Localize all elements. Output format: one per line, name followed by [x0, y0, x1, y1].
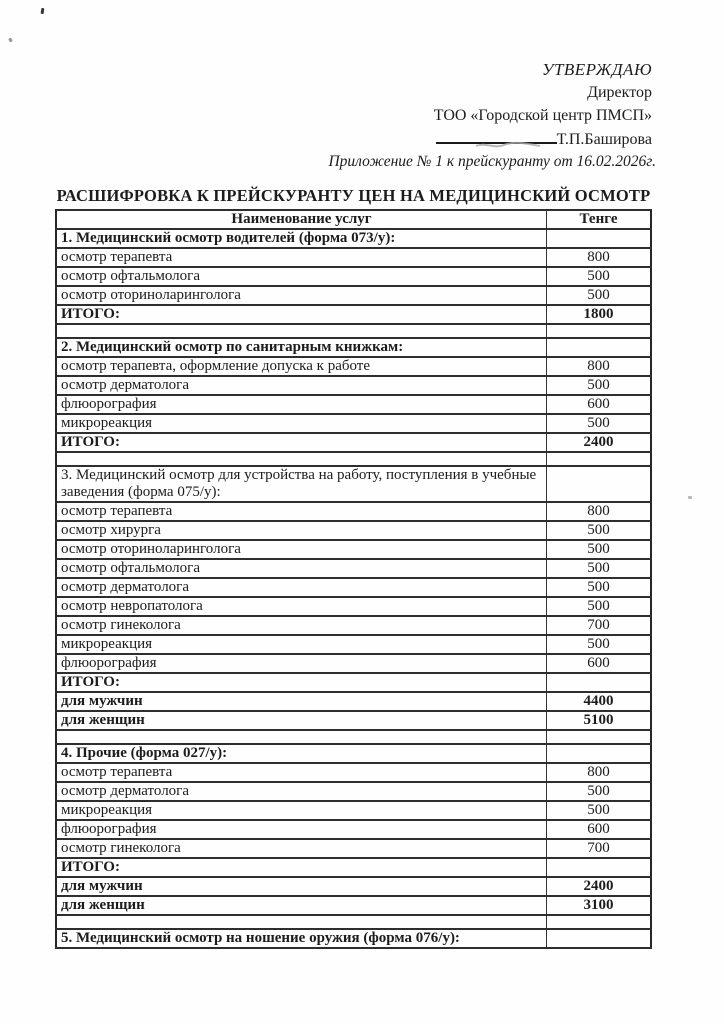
- scan-speck: [41, 8, 45, 14]
- table-row: [56, 540, 651, 559]
- table-row: [56, 357, 651, 376]
- table-row: [56, 654, 651, 673]
- price-cell: 2400: [547, 877, 652, 896]
- service-cell: осмотр гинеколога: [56, 839, 547, 858]
- price-cell: 3100: [547, 896, 652, 915]
- price-cell: 500: [547, 521, 652, 540]
- scan-speck: [688, 496, 692, 499]
- price-table-body: [56, 229, 651, 948]
- table-row: [56, 502, 651, 521]
- table-row: [56, 616, 651, 635]
- table-row: [56, 324, 651, 338]
- service-cell: флюорография: [56, 654, 547, 673]
- service-cell: 1. Медицинский осмотр водителей (форма 073/у):: [56, 229, 547, 248]
- table-row: [56, 673, 651, 692]
- service-cell: для мужчин: [56, 692, 547, 711]
- price-cell: 700: [547, 616, 652, 635]
- price-cell: 500: [547, 635, 652, 654]
- price-cell: 4400: [547, 692, 652, 711]
- price-cell: 500: [547, 559, 652, 578]
- service-cell: для мужчин: [56, 877, 547, 896]
- table-row: [56, 763, 651, 782]
- annex-note: Приложение № 1 к прейскуранту от 16.02.2026г.: [328, 153, 656, 170]
- price-cell: 500: [547, 801, 652, 820]
- price-cell: [547, 338, 652, 357]
- table-row: [56, 376, 651, 395]
- service-cell: [56, 452, 547, 466]
- service-cell: [56, 730, 547, 744]
- price-table: [55, 209, 652, 949]
- approval-block: [434, 58, 652, 151]
- approval-stamp: УТВЕРЖДАЮ: [542, 60, 652, 79]
- scan-speck: [8, 38, 13, 43]
- price-cell: [547, 744, 652, 763]
- price-cell: [547, 929, 652, 948]
- price-cell: 800: [547, 763, 652, 782]
- column-header-service: Наименование услуг: [56, 210, 547, 229]
- table-row: [56, 433, 651, 452]
- table-row: [56, 305, 651, 324]
- service-cell: осмотр терапевта, оформление допуска к работе: [56, 357, 547, 376]
- service-cell: осмотр терапевта: [56, 502, 547, 521]
- signer-name: Т.П.Баширова: [556, 131, 652, 148]
- price-cell: 500: [547, 540, 652, 559]
- service-cell: флюорография: [56, 820, 547, 839]
- table-row: [56, 395, 651, 414]
- table-row: [56, 414, 651, 433]
- service-cell: микрореакция: [56, 414, 547, 433]
- price-cell: [547, 466, 652, 502]
- price-cell: 800: [547, 357, 652, 376]
- price-cell: 500: [547, 782, 652, 801]
- table-row: [56, 730, 651, 744]
- price-cell: 5100: [547, 711, 652, 730]
- price-cell: 500: [547, 376, 652, 395]
- table-row: [56, 286, 651, 305]
- service-cell: осмотр офтальмолога: [56, 267, 547, 286]
- table-row: [56, 915, 651, 929]
- service-cell: микрореакция: [56, 635, 547, 654]
- service-cell: осмотр дерматолога: [56, 376, 547, 395]
- table-row: [56, 267, 651, 286]
- table-row: [56, 782, 651, 801]
- service-cell: микрореакция: [56, 801, 547, 820]
- table-row: [56, 929, 651, 948]
- table-row: [56, 248, 651, 267]
- service-cell: 2. Медицинский осмотр по санитарным книжкам:: [56, 338, 547, 357]
- price-cell: 500: [547, 414, 652, 433]
- table-row: [56, 839, 651, 858]
- table-row: [56, 559, 651, 578]
- service-cell: ИТОГО:: [56, 305, 547, 324]
- price-cell: 500: [547, 578, 652, 597]
- price-cell: [547, 730, 652, 744]
- price-cell: 2400: [547, 433, 652, 452]
- service-cell: осмотр терапевта: [56, 248, 547, 267]
- price-cell: 600: [547, 820, 652, 839]
- table-header-row: [56, 210, 651, 229]
- table-row: [56, 521, 651, 540]
- price-cell: [547, 673, 652, 692]
- table-row: [56, 466, 651, 502]
- table-row: [56, 820, 651, 839]
- price-cell: 500: [547, 597, 652, 616]
- price-cell: 800: [547, 248, 652, 267]
- signature-line: [436, 127, 557, 144]
- table-row: [56, 452, 651, 466]
- service-cell: осмотр оториноларинголога: [56, 540, 547, 559]
- service-cell: осмотр оториноларинголога: [56, 286, 547, 305]
- table-row: [56, 877, 651, 896]
- price-cell: [547, 452, 652, 466]
- service-cell: 5. Медицинский осмотр на ношение оружия (форма 076/у):: [56, 929, 547, 948]
- price-cell: 500: [547, 286, 652, 305]
- table-row: [56, 338, 651, 357]
- table-row: [56, 744, 651, 763]
- table-row: [56, 711, 651, 730]
- service-cell: осмотр невропатолога: [56, 597, 547, 616]
- price-cell: 700: [547, 839, 652, 858]
- service-cell: для женщин: [56, 896, 547, 915]
- price-cell: 600: [547, 654, 652, 673]
- service-cell: осмотр офтальмолога: [56, 559, 547, 578]
- price-cell: 500: [547, 267, 652, 286]
- service-cell: осмотр хирурга: [56, 521, 547, 540]
- document-title: РАСШИФРОВКА К ПРЕЙСКУРАНТУ ЦЕН НА МЕДИЦИНСКИЙ ОСМОТР: [56, 186, 651, 205]
- price-cell: 600: [547, 395, 652, 414]
- price-cell: 800: [547, 502, 652, 521]
- table-row: [56, 801, 651, 820]
- column-header-price: Тенге: [547, 210, 652, 229]
- table-row: [56, 896, 651, 915]
- table-row: [56, 597, 651, 616]
- service-cell: осмотр дерматолога: [56, 782, 547, 801]
- service-cell: 3. Медицинский осмотр для устройства на работу, поступления в учебные заведения (форма 075/у):: [56, 466, 547, 502]
- table-row: [56, 858, 651, 877]
- service-cell: [56, 915, 547, 929]
- service-cell: осмотр дерматолога: [56, 578, 547, 597]
- table-row: [56, 578, 651, 597]
- approval-org: ТОО «Городской центр ПМСП»: [433, 107, 652, 124]
- price-cell: [547, 858, 652, 877]
- service-cell: [56, 324, 547, 338]
- approval-role: Директор: [587, 84, 652, 101]
- service-cell: осмотр терапевта: [56, 763, 547, 782]
- service-cell: для женщин: [56, 711, 547, 730]
- service-cell: ИТОГО:: [56, 433, 547, 452]
- price-cell: [547, 324, 652, 338]
- service-cell: ИТОГО:: [56, 673, 547, 692]
- price-cell: [547, 229, 652, 248]
- price-cell: [547, 915, 652, 929]
- price-cell: 1800: [547, 305, 652, 324]
- signature-row: [434, 127, 652, 151]
- table-row: [56, 229, 651, 248]
- service-cell: ИТОГО:: [56, 858, 547, 877]
- table-row: [56, 692, 651, 711]
- table-row: [56, 635, 651, 654]
- service-cell: осмотр гинеколога: [56, 616, 547, 635]
- service-cell: флюорография: [56, 395, 547, 414]
- service-cell: 4. Прочие (форма 027/у):: [56, 744, 547, 763]
